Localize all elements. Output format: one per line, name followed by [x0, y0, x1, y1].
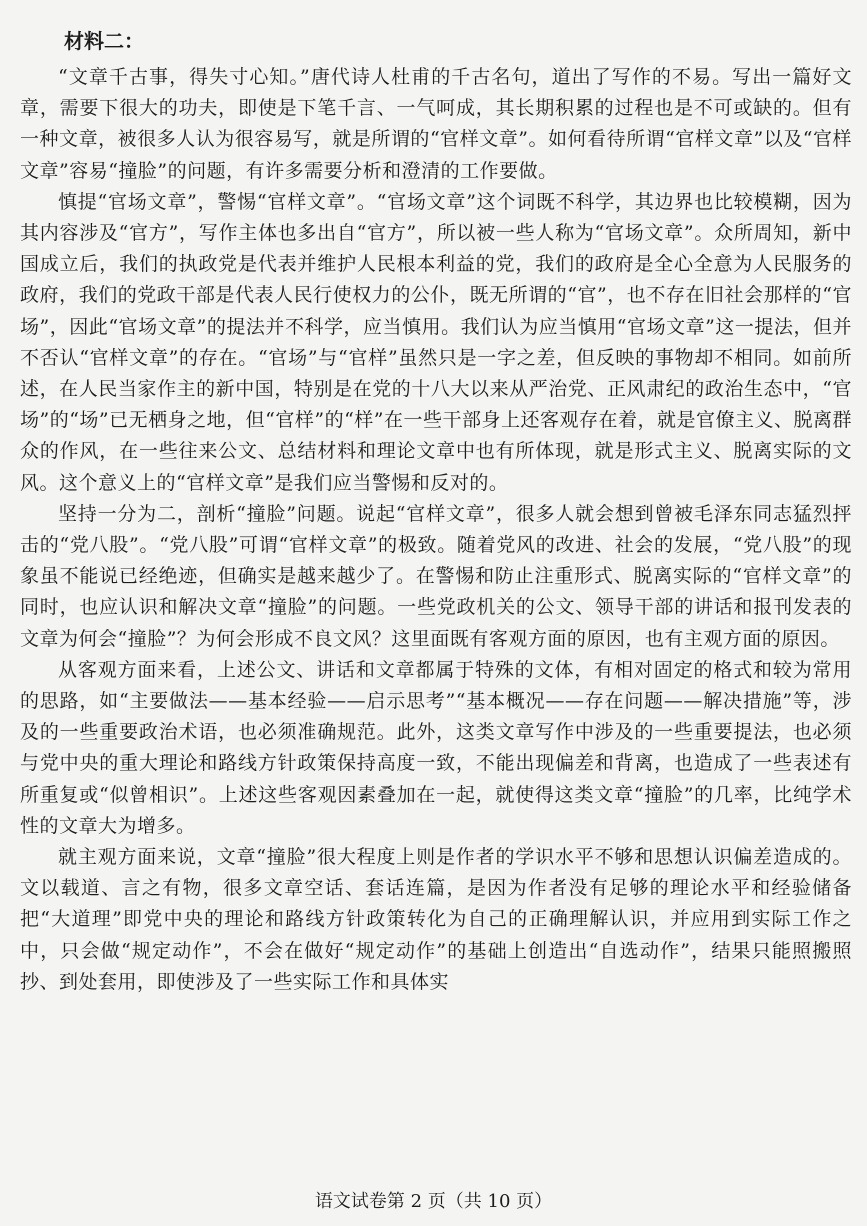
paragraph-3: 坚持一分为二，剖析“撞脸”问题。说起“官样文章”，很多人就会想到曾被毛泽东同志猛烈抨击的“党八股”。“党八股”可谓“官样文章”的极致。随着党风的改进、社会的发展，“党八股”的现象虽不能说已经绝迹，但确实是越来越少了。在警惕和防止注重形式、脱离实际的“官样文章”的同时，也应认识和解决文章“撞脸”的问题。一些党政机关的公文、领导干部的讲话和报刊发表的文章为何会“撞脸”？为何会形成不良文风？这里面既有客观方面的原因，也有主观方面的原因。 [20, 502, 852, 650]
page-footer: 语文试卷第 2 页（共 10 页） [314, 1191, 553, 1212]
material-heading: 材料二： [64, 29, 144, 53]
paragraph-2: 慎提“官场文章”，警惕“官样文章”。“官场文章”这个词既不科学，其边界也比较模糊，因为其内容涉及“官方”，写作主体也多出自“官方”，所以被一些人称为“官场文章”。众所周知，新中国成立后，我们的执政党是代表并维护人民根本利益的党，我们的政府是全心全意为人民服务的政府，我们的党政干部是代表人民行使权力的公仆，既无所谓的“官”，也不存在旧社会那样的“官场”，因此“官场文章”的提法并不科学，应当慎用。我们认为应当慎用“官场文章”这一提法，但并不否认“官样文章”的存在。“官场”与“官样”虽然只是一字之差，但反映的事物却不相同。如前所述，在人民当家作主的新中国，特别是在党的十八大以来从严治党、正风肃纪的政治生态中，“官场”的“场”已无栖身之地，但“官样”的“样”在一些干部身上还客观存在着，就是官僚主义、脱离群众的作风，在一些往来公文、总结材料和理论文章中也有所体现，就是形式主义、脱离实际的文风。这个意义上的“官样文章”是我们应当警惕和反对的。 [20, 190, 852, 494]
paragraph-5: 就主观方面来说，文章“撞脸”很大程度上则是作者的学识水平不够和思想认识偏差造成的。文以载道、言之有物，很多文章空话、套话连篇，是因为作者没有足够的理论水平和经验储备把“大道理”即党中央的理论和路线方针政策转化为自己的正确理解认识，并应用到实际工作之中，只会做“规定动作”，不会在做好“规定动作”的基础上创造出“自选动作”，结果只能照搬照抄、到处套用，即使涉及了一些实际工作和具体实 [20, 846, 852, 993]
article-body [20, 28, 852, 998]
paragraph-1: “文章千古事，得失寸心知。”唐代诗人杜甫的千古名句，道出了写作的不易。写出一篇好文章，需要下很大的功夫，即使是下笔千言、一气呵成，其长期积累的过程也是不可或缺的。但有一种文章，被很多人认为很容易写，就是所谓的“官样文章”。如何看待所谓“官样文章”以及“官样文章”容易“撞脸”的问题，有许多需要分析和澄清的工作要做。 [20, 66, 852, 182]
paragraph-4: 从客观方面来看，上述公文、讲话和文章都属于特殊的文体，有相对固定的格式和较为常用的思路，如“主要做法——基本经验——启示思考”“基本概况——存在问题——解决措施”等，涉及的一些重要政治术语，也必须准确规范。此外，这类文章写作中涉及的一些重要提法，也必须与党中央的重大理论和路线方针政策保持高度一致，不能出现偏差和背离，也造成了一些表述有所重复或“似曾相识”。上述这些客观因素叠加在一起，就使得这类文章“撞脸”的几率，比纯学术性的文章大为增多。 [20, 658, 852, 837]
